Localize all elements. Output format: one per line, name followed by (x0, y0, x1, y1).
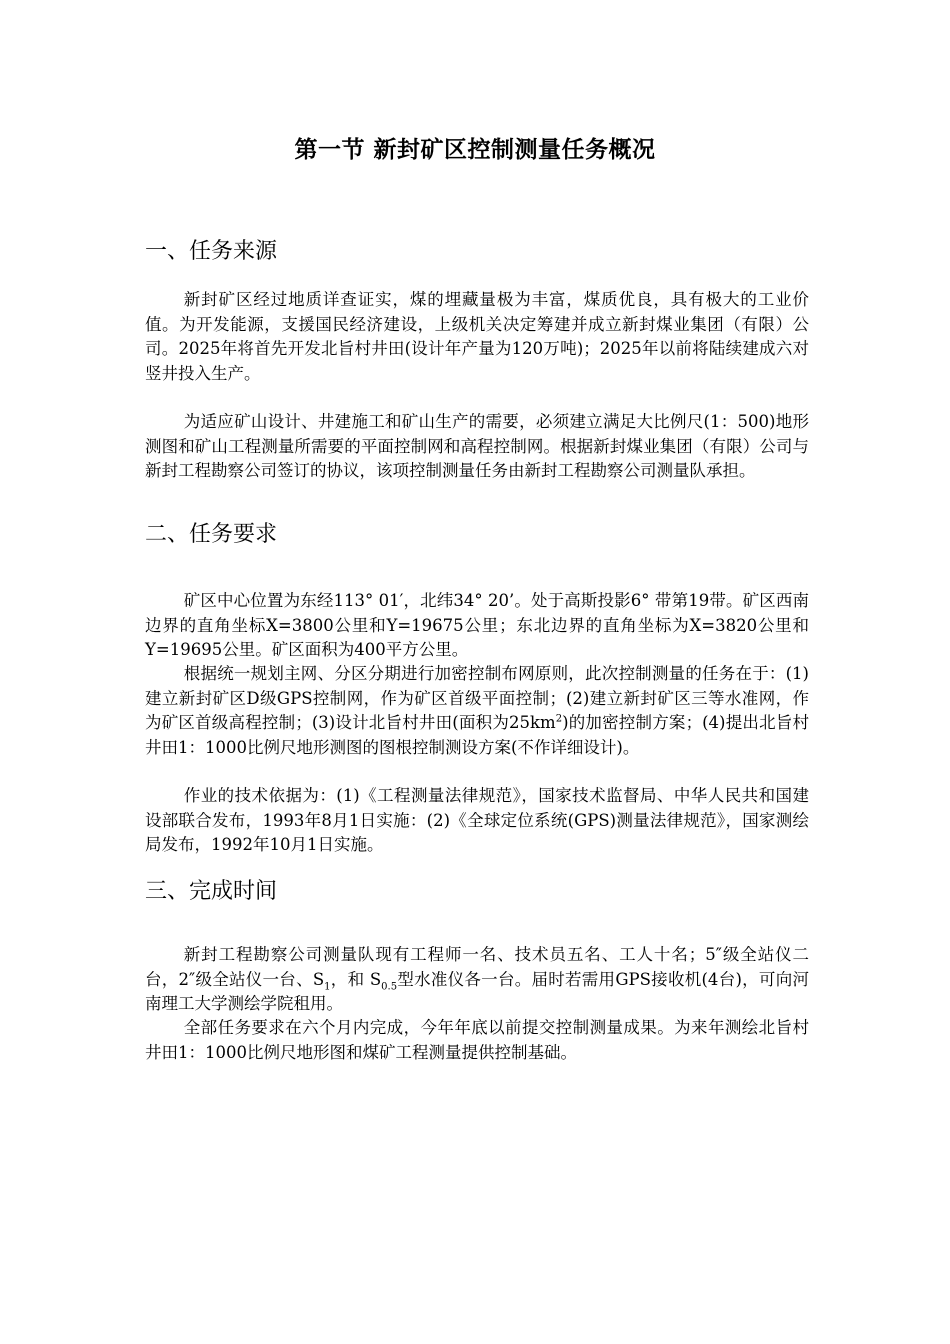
paragraph: 新封矿区经过地质详查证实，煤的埋藏量极为丰富，煤质优良，具有极大的工业价值。为开发能源，支援国民经济建设，上级机关决定筹建并成立新封煤业集团（有限）公司。2025年将首先开发北旨村井田(设计年产量为120万吨)；2025年以前将陆续建成六对竖井投入生产。 (145, 290, 809, 383)
paragraph (145, 943, 809, 1017)
subscript: 1 (324, 980, 331, 992)
paragraph (145, 662, 809, 760)
paragraph: 为适应矿山设计、井建施工和矿山生产的需要，必须建立满足大比例尺(1：500)地形测图和矿山工程测量所需要的平面控制网和高程控制网。根据新封煤业集团（有限）公司与新封工程勘察公司签订的协议，该项控制测量任务由新封工程勘察公司测量队承担。 (145, 412, 809, 480)
paragraph-text: 新封工程勘察公司测量队现有工程师一名、技术员五名、工人十名；5″级全站仪二台，2″级全站仪一台、S (145, 945, 809, 989)
paragraph-text: 根据统一规划主网、分区分期进行加密控制布网原则，此次控制测量的任务在于：(1)建立新封矿区D级GPS控制网，作为矿区首级平面控制；(2)建立新封矿区三等水准网，作为矿区首级高程控制；(3)设计北旨村井田(面积为25km (145, 664, 809, 732)
subscript: 0.5 (381, 980, 398, 992)
paragraph-text: 型水准仪各一台。届时若需用GPS接收机(4台)，可向河南理工大学测绘学院租用。 (145, 969, 809, 1013)
page-title: 第一节 新封矿区控制测量任务概况 (294, 136, 656, 163)
section-heading-completion-time: 三、完成时间 (145, 879, 278, 904)
paragraph: 作业的技术依据为：(1)《工程测量法律规范》，国家技术监督局、中华人民共和国建设部联合发布，1993年8月1日实施：(2)《全球定位系统(GPS)测量法律规范》，国家测绘局发布，1992年10月1日实施。 (145, 786, 809, 854)
section-heading-task-requirements: 二、任务要求 (145, 522, 278, 547)
paragraph: 全部任务要求在六个月内完成，今年年底以前提交控制测量成果。为来年测绘北旨村井田1：1000比例尺地形图和煤矿工程测量提供控制基础。 (145, 1018, 809, 1062)
superscript: 2 (555, 713, 563, 725)
section-heading-task-source: 一、任务来源 (145, 239, 278, 264)
paragraph-text: )的加密控制方案；(4)提出北旨村井田1：1000比例尺地形测图的图根控制测设方案(不作详细设计)。 (145, 713, 809, 757)
paragraph-text: ，和 S (330, 969, 382, 989)
paragraph: 矿区中心位置为东经113° 01′，北纬34° 20’。处于高斯投影6° 带第19带。矿区西南边界的直角坐标X=3800公里和Y=19675公里；东北边界的直角坐标为X=3820公里和Y=19695公里。矿区面积为400平方公里。 (145, 591, 809, 659)
